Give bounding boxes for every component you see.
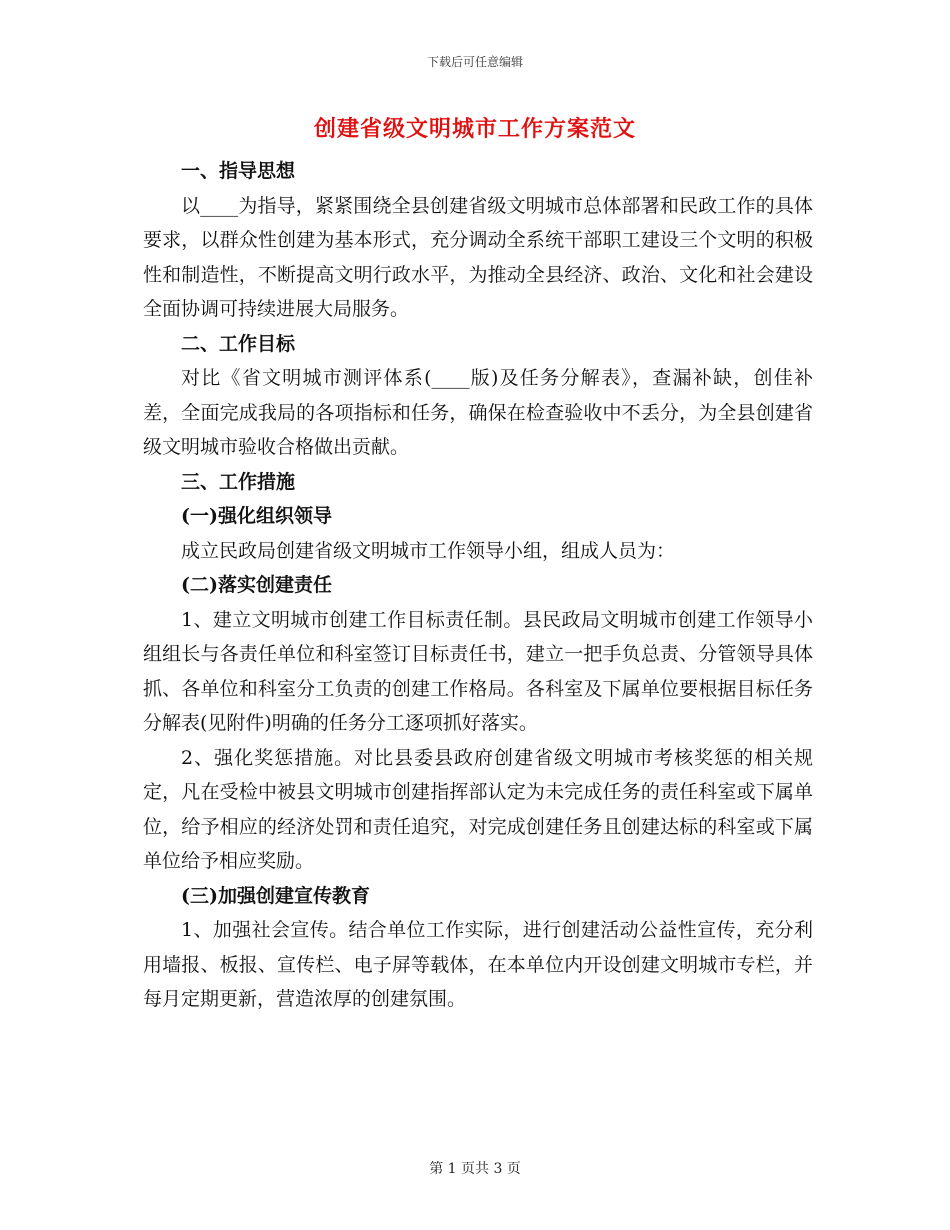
page-number: 第 1 页共 3 页 — [429, 1161, 521, 1177]
section-heading: (二)落实创建责任 — [181, 574, 332, 596]
section-heading: 二、工作目标 — [181, 332, 296, 355]
section-heading: (一)强化组织领导 — [181, 505, 332, 527]
section-heading: 一、指导思想 — [181, 160, 296, 182]
document-body — [143, 154, 813, 1017]
paragraph: 1、加强社会宣传。结合单位工作实际，进行创建活动公益性宣传，充分利用墙报、板报、宣传栏、电子屏等载体，在本单位内开设创建文明城市专栏，并每月定期更新，营造浓厚的创建氛围。 — [143, 919, 813, 1010]
section-heading: 三、工作措施 — [181, 470, 296, 493]
paragraph: 2、强化奖惩措施。对比县委县政府创建省级文明城市考核奖惩的相关规定，凡在受检中被县文明城市创建指挥部认定为未完成任务的责任科室或下属单位，给予相应的经济处罚和责任追究，对完成创建任务且创建达标的科室或下属单位给予相应奖励。 — [143, 746, 813, 872]
paragraph: 对比《省文明城市测评体系(____版)及任务分解表》，查漏补缺，创佳补差，全面完成我局的各项指标和任务，确保在检查验收中不丢分，为全县创建省级文明城市验收合格做出贡献。 — [143, 367, 813, 458]
document-title: 创建省级文明城市工作方案范文 — [313, 116, 636, 142]
paragraph: 1、建立文明城市创建工作目标责任制。县民政局文明城市创建工作领导小组组长与各责任单位和科室签订目标责任书，建立一把手负总责、分管领导具体抓、各单位和科室分工负责的创建工作格局。各科室及下属单位要根据目标任务分解表(见附件)明确的任务分工逐项抓好落实。 — [143, 608, 813, 734]
paragraph: 以____为指导，紧紧围绕全县创建省级文明城市总体部署和民政工作的具体要求，以群众性创建为基本形式，充分调动全系统干部职工建设三个文明的积极性和制造性，不断提高文明行政水平，为推动全县经济、政治、文化和社会建设全面协调可持续进展大局服务。 — [143, 194, 813, 320]
section-heading: (三)加强创建宣传教育 — [181, 884, 370, 907]
paragraph: 成立民政局创建省级文明城市工作领导小组，组成人员为： — [181, 539, 676, 562]
page-header-note: 下载后可任意编辑 — [426, 55, 523, 69]
